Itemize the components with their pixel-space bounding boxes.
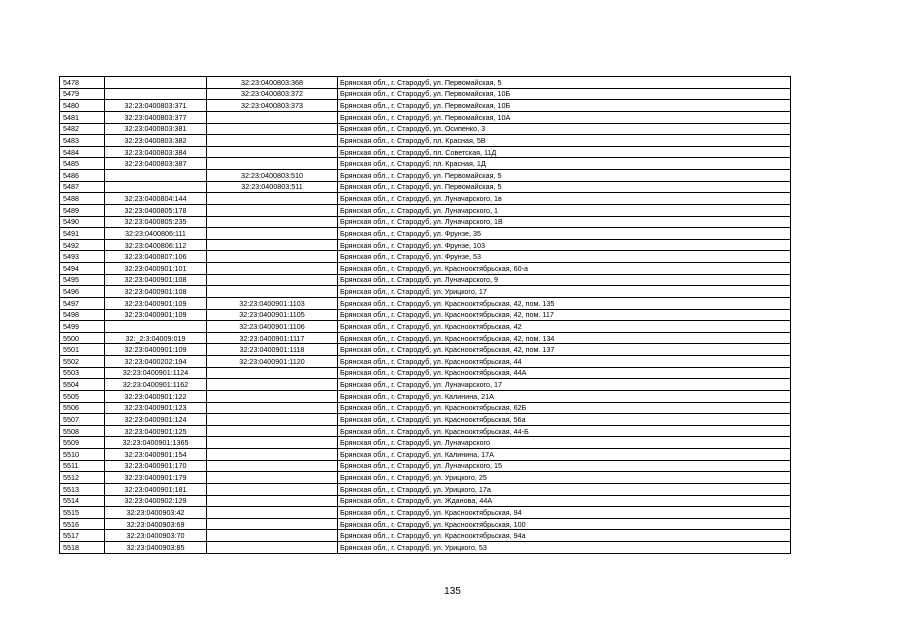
address-cell: Брянская обл., г. Стародуб, ул. Луначарского xyxy=(338,437,791,449)
new-cadastral-number-cell: 32:23:0400901:1105 xyxy=(207,309,338,321)
table-row xyxy=(60,449,791,461)
row-number-cell: 5490 xyxy=(60,216,105,228)
new-cadastral-number-cell xyxy=(207,530,338,542)
cadastral-number-cell: 32:23:0400901:123 xyxy=(105,402,207,414)
table-row xyxy=(60,472,791,484)
cadastral-number-cell: 32:23:0400803:382 xyxy=(105,135,207,147)
new-cadastral-number-cell xyxy=(207,216,338,228)
table-row xyxy=(60,425,791,437)
new-cadastral-number-cell xyxy=(207,146,338,158)
new-cadastral-number-cell xyxy=(207,204,338,216)
row-number-cell: 5480 xyxy=(60,100,105,112)
table-row xyxy=(60,193,791,205)
address-cell: Брянская обл., г. Стародуб, ул. Луначарского, 15 xyxy=(338,460,791,472)
address-cell: Брянская обл., г. Стародуб, ул. Краснооктябрьская, 62Б xyxy=(338,402,791,414)
address-cell: Брянская обл., г. Стародуб, ул. Краснооктябрьская, 100 xyxy=(338,518,791,530)
row-number-cell: 5495 xyxy=(60,274,105,286)
address-cell: Брянская обл., г. Стародуб, ул. Луначарского, 1в xyxy=(338,193,791,205)
new-cadastral-number-cell xyxy=(207,414,338,426)
table-row xyxy=(60,146,791,158)
cadastral-number-cell: 32:23:0400901:101 xyxy=(105,263,207,275)
new-cadastral-number-cell xyxy=(207,228,338,240)
new-cadastral-number-cell xyxy=(207,460,338,472)
address-cell: Брянская обл., г. Стародуб, ул. Краснооктябрьская, 42, пом. 134 xyxy=(338,332,791,344)
address-cell: Брянская обл., г. Стародуб, ул. Калинина, 21А xyxy=(338,390,791,402)
address-cell: Брянская обл., г. Стародуб, ул. Луначарского, 1 xyxy=(338,204,791,216)
table-row xyxy=(60,495,791,507)
row-number-cell: 5488 xyxy=(60,193,105,205)
cadastral-number-cell: 32:23:0400901:108 xyxy=(105,286,207,298)
address-cell: Брянская обл., г. Стародуб, ул. Калинина, 17А xyxy=(338,449,791,461)
new-cadastral-number-cell xyxy=(207,379,338,391)
table-row xyxy=(60,460,791,472)
table-row xyxy=(60,158,791,170)
row-number-cell: 5497 xyxy=(60,297,105,309)
cadastral-number-cell: 32:23:0400803:371 xyxy=(105,100,207,112)
table-row xyxy=(60,344,791,356)
cadastral-number-cell: 32:23:0400901:109 xyxy=(105,344,207,356)
row-number-cell: 5510 xyxy=(60,449,105,461)
address-cell: Брянская обл., г. Стародуб, ул. Фрунзе, 103 xyxy=(338,239,791,251)
row-number-cell: 5493 xyxy=(60,251,105,263)
address-cell: Брянская обл., г. Стародуб, ул. Первомайская, 10Б xyxy=(338,100,791,112)
row-number-cell: 5496 xyxy=(60,286,105,298)
address-cell: Брянская обл., г. Стародуб, ул. Краснооктябрьская, 56а xyxy=(338,414,791,426)
page-number: 135 xyxy=(444,586,461,597)
table-row xyxy=(60,123,791,135)
cadastral-number-cell: 32:23:0400902:129 xyxy=(105,495,207,507)
row-number-cell: 5513 xyxy=(60,483,105,495)
address-cell: Брянская обл., г. Стародуб, ул. Первомайская, 10А xyxy=(338,111,791,123)
new-cadastral-number-cell xyxy=(207,402,338,414)
address-cell: Брянская обл., г. Стародуб, ул. Краснооктябрьская, 44-Б xyxy=(338,425,791,437)
cadastral-number-cell: 32:23:0400803:381 xyxy=(105,123,207,135)
address-cell: Брянская обл., г. Стародуб, ул. Краснооктябрьская, 44 xyxy=(338,356,791,368)
table-row xyxy=(60,332,791,344)
table-row xyxy=(60,530,791,542)
cadastral-number-cell: 32:23:0400903:42 xyxy=(105,507,207,519)
cadastral-number-cell: 32:23:0400901:122 xyxy=(105,390,207,402)
address-cell: Брянская обл., г. Стародуб, пл. Советская, 11Д xyxy=(338,146,791,158)
table-body xyxy=(60,77,791,554)
table-row xyxy=(60,239,791,251)
row-number-cell: 5503 xyxy=(60,367,105,379)
cadastral-number-cell xyxy=(105,181,207,193)
cadastral-number-cell: 32:23:0400901:1162 xyxy=(105,379,207,391)
table-row xyxy=(60,483,791,495)
table-row xyxy=(60,135,791,147)
row-number-cell: 5509 xyxy=(60,437,105,449)
new-cadastral-number-cell xyxy=(207,542,338,554)
address-cell: Брянская обл., г. Стародуб, ул. Краснооктябрьская, 60-а xyxy=(338,263,791,275)
cadastral-number-cell: 32:23:0400803:384 xyxy=(105,146,207,158)
address-cell: Брянская обл., г. Стародуб, ул. Краснооктябрьская, 42, пом. 135 xyxy=(338,297,791,309)
cadastral-number-cell: 32:23:0400903:85 xyxy=(105,542,207,554)
new-cadastral-number-cell xyxy=(207,495,338,507)
row-number-cell: 5512 xyxy=(60,472,105,484)
cadastral-table xyxy=(59,76,791,554)
address-cell: Брянская обл., г. Стародуб, ул. Жданова, 44А xyxy=(338,495,791,507)
new-cadastral-number-cell xyxy=(207,449,338,461)
row-number-cell: 5502 xyxy=(60,356,105,368)
row-number-cell: 5515 xyxy=(60,507,105,519)
cadastral-number-cell: 32:23:0400901:179 xyxy=(105,472,207,484)
row-number-cell: 5481 xyxy=(60,111,105,123)
cadastral-number-cell: 32:23:0400901:1124 xyxy=(105,367,207,379)
new-cadastral-number-cell xyxy=(207,263,338,275)
table-row xyxy=(60,309,791,321)
cadastral-number-cell: 32:23:0400903:70 xyxy=(105,530,207,542)
address-cell: Брянская обл., г. Стародуб, ул. Урицкого, 17а xyxy=(338,483,791,495)
new-cadastral-number-cell xyxy=(207,111,338,123)
new-cadastral-number-cell xyxy=(207,425,338,437)
new-cadastral-number-cell xyxy=(207,518,338,530)
address-cell: Брянская обл., г. Стародуб, ул. Урицкого, 25 xyxy=(338,472,791,484)
row-number-cell: 5492 xyxy=(60,239,105,251)
row-number-cell: 5491 xyxy=(60,228,105,240)
cadastral-number-cell: 32:23:0400903:69 xyxy=(105,518,207,530)
address-cell: Брянская обл., г. Стародуб, ул. Луначарского, 17 xyxy=(338,379,791,391)
address-cell: Брянская обл., г. Стародуб, пл. Красная, 1Д xyxy=(338,158,791,170)
address-cell: Брянская обл., г. Стародуб, ул. Урицкого, 17 xyxy=(338,286,791,298)
row-number-cell: 5482 xyxy=(60,123,105,135)
row-number-cell: 5487 xyxy=(60,181,105,193)
new-cadastral-number-cell xyxy=(207,274,338,286)
table-row xyxy=(60,274,791,286)
new-cadastral-number-cell: 32:23:0400803:373 xyxy=(207,100,338,112)
cadastral-table-container xyxy=(59,76,790,554)
cadastral-number-cell: 32:23:0400202:194 xyxy=(105,356,207,368)
row-number-cell: 5479 xyxy=(60,88,105,100)
address-cell: Брянская обл., г. Стародуб, ул. Фрунзе, 35 xyxy=(338,228,791,240)
new-cadastral-number-cell xyxy=(207,483,338,495)
row-number-cell: 5517 xyxy=(60,530,105,542)
address-cell: Брянская обл., г. Стародуб, ул. Луначарского, 9 xyxy=(338,274,791,286)
row-number-cell: 5499 xyxy=(60,321,105,333)
new-cadastral-number-cell: 32:23:0400803:372 xyxy=(207,88,338,100)
cadastral-number-cell: 32:23:0400901:124 xyxy=(105,414,207,426)
new-cadastral-number-cell xyxy=(207,135,338,147)
table-row xyxy=(60,379,791,391)
row-number-cell: 5511 xyxy=(60,460,105,472)
table-row xyxy=(60,356,791,368)
table-row xyxy=(60,100,791,112)
new-cadastral-number-cell xyxy=(207,390,338,402)
row-number-cell: 5484 xyxy=(60,146,105,158)
new-cadastral-number-cell xyxy=(207,158,338,170)
table-row xyxy=(60,297,791,309)
row-number-cell: 5505 xyxy=(60,390,105,402)
address-cell: Брянская обл., г. Стародуб, ул. Краснооктябрьская, 42 xyxy=(338,321,791,333)
table-row xyxy=(60,414,791,426)
cadastral-number-cell: 32:23:0400806:112 xyxy=(105,239,207,251)
table-row xyxy=(60,402,791,414)
address-cell: Брянская обл., г. Стародуб, ул. Фрунзе, 53 xyxy=(338,251,791,263)
row-number-cell: 5516 xyxy=(60,518,105,530)
table-row xyxy=(60,204,791,216)
address-cell: Брянская обл., г. Стародуб, ул. Первомайская, 10Б xyxy=(338,88,791,100)
table-row xyxy=(60,286,791,298)
cadastral-number-cell: 32:_2:3:04009:019 xyxy=(105,332,207,344)
table-row xyxy=(60,437,791,449)
table-row xyxy=(60,170,791,182)
cadastral-number-cell: 32:23:0400901:108 xyxy=(105,274,207,286)
address-cell: Брянская обл., г. Стародуб, ул. Луначарского, 1В xyxy=(338,216,791,228)
new-cadastral-number-cell xyxy=(207,437,338,449)
address-cell: Брянская обл., г. Стародуб, ул. Краснооктябрьская, 42, пом. 137 xyxy=(338,344,791,356)
table-row xyxy=(60,321,791,333)
new-cadastral-number-cell xyxy=(207,193,338,205)
address-cell: Брянская обл., г. Стародуб, ул. Осипенко, 3 xyxy=(338,123,791,135)
table-row xyxy=(60,216,791,228)
new-cadastral-number-cell: 32:23:0400803:368 xyxy=(207,77,338,89)
new-cadastral-number-cell xyxy=(207,367,338,379)
row-number-cell: 5500 xyxy=(60,332,105,344)
new-cadastral-number-cell xyxy=(207,251,338,263)
row-number-cell: 5478 xyxy=(60,77,105,89)
row-number-cell: 5518 xyxy=(60,542,105,554)
new-cadastral-number-cell: 32:23:0400901:1120 xyxy=(207,356,338,368)
row-number-cell: 5506 xyxy=(60,402,105,414)
table-row xyxy=(60,507,791,519)
address-cell: Брянская обл., г. Стародуб, ул. Краснооктябрьская, 42, пом. 117 xyxy=(338,309,791,321)
cadastral-number-cell: 32:23:0400901:154 xyxy=(105,449,207,461)
new-cadastral-number-cell: 32:23:0400803:511 xyxy=(207,181,338,193)
table-row xyxy=(60,390,791,402)
cadastral-number-cell: 32:23:0400901:109 xyxy=(105,297,207,309)
new-cadastral-number-cell: 32:23:0400901:1103 xyxy=(207,297,338,309)
table-row xyxy=(60,88,791,100)
table-row xyxy=(60,111,791,123)
row-number-cell: 5498 xyxy=(60,309,105,321)
new-cadastral-number-cell xyxy=(207,286,338,298)
table-row xyxy=(60,251,791,263)
new-cadastral-number-cell xyxy=(207,507,338,519)
row-number-cell: 5504 xyxy=(60,379,105,391)
cadastral-number-cell: 32:23:0400803:387 xyxy=(105,158,207,170)
address-cell: Брянская обл., г. Стародуб, ул. Урицкого, 53 xyxy=(338,542,791,554)
address-cell: Брянская обл., г. Стародуб, ул. Краснооктябрьская, 44А xyxy=(338,367,791,379)
address-cell: Брянская обл., г. Стародуб, ул. Краснооктябрьская, 94а xyxy=(338,530,791,542)
row-number-cell: 5485 xyxy=(60,158,105,170)
cadastral-number-cell: 32:23:0400901:125 xyxy=(105,425,207,437)
cadastral-number-cell xyxy=(105,77,207,89)
cadastral-number-cell: 32:23:0400806:111 xyxy=(105,228,207,240)
address-cell: Брянская обл., г. Стародуб, ул. Первомайская, 5 xyxy=(338,77,791,89)
row-number-cell: 5494 xyxy=(60,263,105,275)
table-row xyxy=(60,518,791,530)
cadastral-number-cell xyxy=(105,170,207,182)
table-row xyxy=(60,367,791,379)
table-row xyxy=(60,77,791,89)
row-number-cell: 5507 xyxy=(60,414,105,426)
cadastral-number-cell: 32:23:0400804:144 xyxy=(105,193,207,205)
row-number-cell: 5508 xyxy=(60,425,105,437)
new-cadastral-number-cell xyxy=(207,123,338,135)
table-row xyxy=(60,181,791,193)
cadastral-number-cell: 32:23:0400901:181 xyxy=(105,483,207,495)
cadastral-number-cell: 32:23:0400805:178 xyxy=(105,204,207,216)
cadastral-number-cell: 32:23:0400805:235 xyxy=(105,216,207,228)
new-cadastral-number-cell: 32:23:0400901:1118 xyxy=(207,344,338,356)
cadastral-number-cell: 32:23:0400807:106 xyxy=(105,251,207,263)
table-row xyxy=(60,228,791,240)
address-cell: Брянская обл., г. Стародуб, пл. Красная, 5В xyxy=(338,135,791,147)
cadastral-number-cell xyxy=(105,321,207,333)
row-number-cell: 5501 xyxy=(60,344,105,356)
cadastral-number-cell: 32:23:0400901:170 xyxy=(105,460,207,472)
new-cadastral-number-cell: 32:23:0400803:510 xyxy=(207,170,338,182)
row-number-cell: 5483 xyxy=(60,135,105,147)
address-cell: Брянская обл., г. Стародуб, ул. Краснооктябрьская, 94 xyxy=(338,507,791,519)
cadastral-number-cell xyxy=(105,88,207,100)
new-cadastral-number-cell xyxy=(207,472,338,484)
address-cell: Брянская обл., г. Стародуб, ул. Первомайская, 5 xyxy=(338,170,791,182)
cadastral-number-cell: 32:23:0400901:1365 xyxy=(105,437,207,449)
cadastral-number-cell: 32:23:0400901:109 xyxy=(105,309,207,321)
new-cadastral-number-cell: 32:23:0400901:1117 xyxy=(207,332,338,344)
table-row xyxy=(60,542,791,554)
cadastral-number-cell: 32:23:0400803:377 xyxy=(105,111,207,123)
new-cadastral-number-cell: 32:23:0400901:1106 xyxy=(207,321,338,333)
row-number-cell: 5489 xyxy=(60,204,105,216)
table-row xyxy=(60,263,791,275)
address-cell: Брянская обл., г. Стародуб, ул. Первомайская, 5 xyxy=(338,181,791,193)
new-cadastral-number-cell xyxy=(207,239,338,251)
row-number-cell: 5514 xyxy=(60,495,105,507)
row-number-cell: 5486 xyxy=(60,170,105,182)
